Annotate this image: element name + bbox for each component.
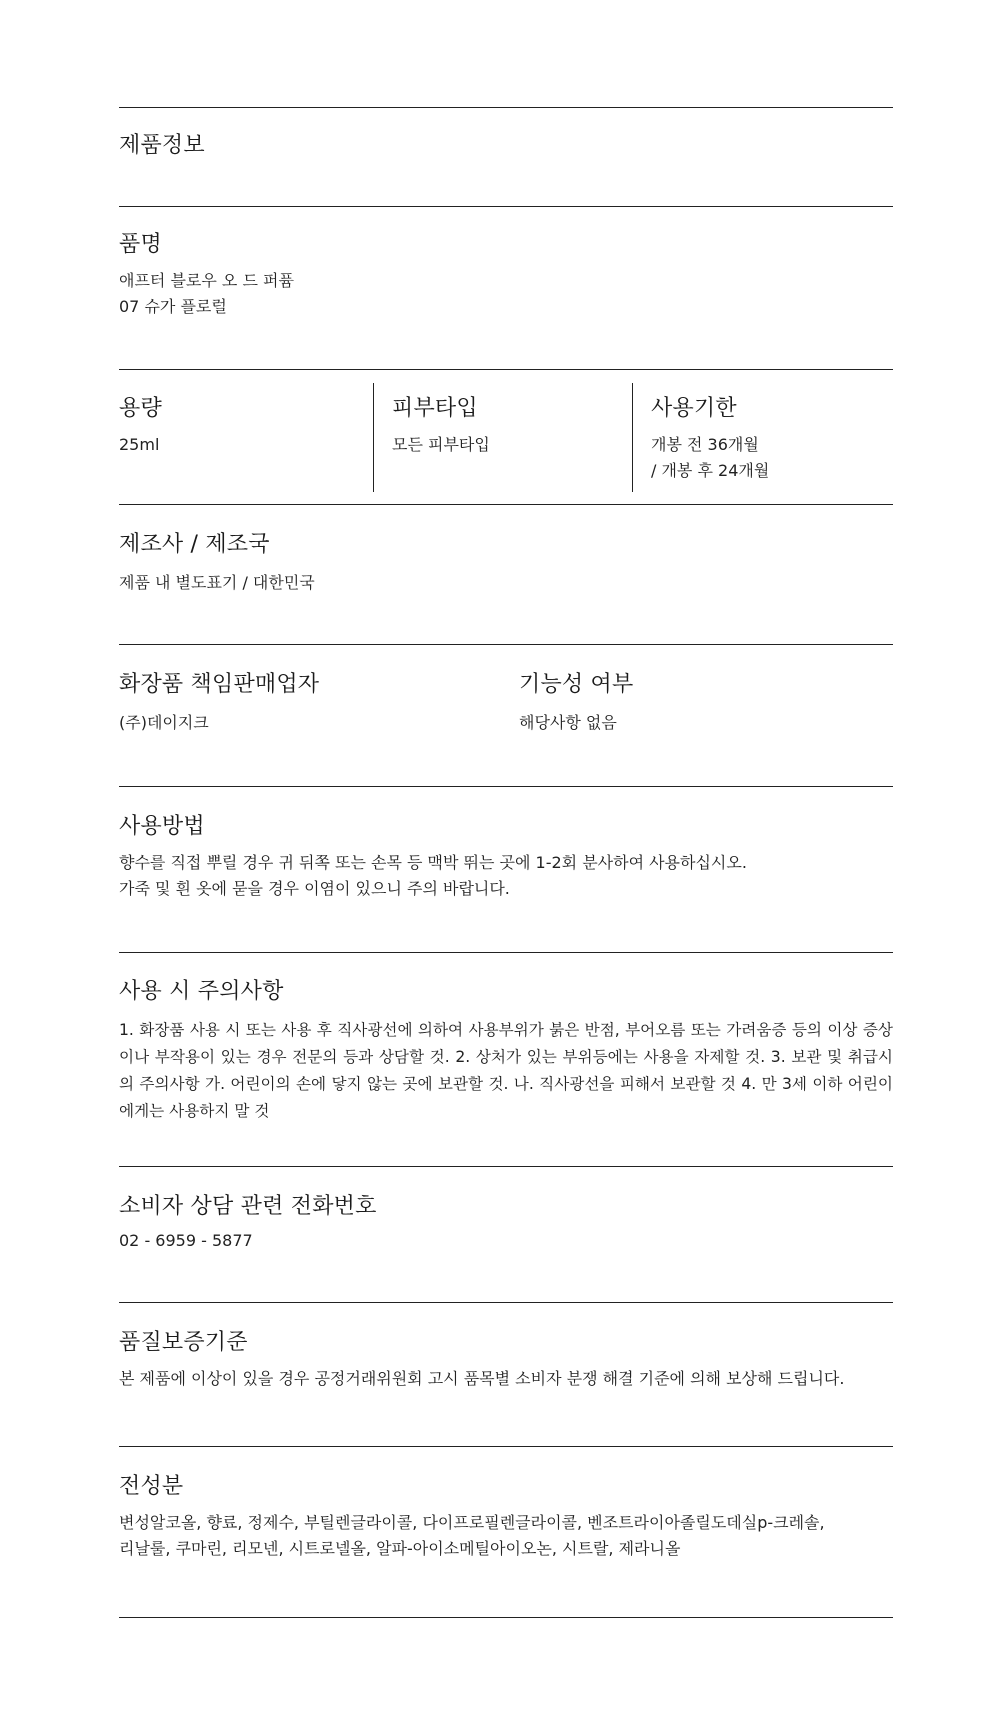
seller-cell [119, 670, 499, 736]
expiry-cell [651, 394, 891, 484]
contact-section [119, 1192, 893, 1254]
usage-label: 사용방법 [119, 814, 205, 839]
divider [119, 644, 893, 645]
seller-label: 화장품 책임판매업자 [119, 672, 320, 697]
product-info-section [119, 131, 893, 161]
divider [119, 1166, 893, 1167]
divider [119, 1446, 893, 1447]
spec-row [119, 394, 893, 492]
product-info-title: 제품정보 [119, 133, 205, 158]
contact-phone: 02 - 6959 - 5877 [119, 1231, 253, 1250]
product-name-value: 애프터 블로우 오 드 퍼퓸 07 슈가 플로럴 [119, 271, 294, 316]
divider [119, 107, 893, 108]
skin-type-value: 모든 피부타입 [392, 435, 490, 454]
product-name-label: 품명 [119, 232, 162, 257]
usage-value: 향수를 직접 뿌릴 경우 귀 뒤쪽 또는 손목 등 맥박 뛰는 곳에 1-2회 분사하여 사용하십시오. 가죽 및 흰 옷에 묻을 경우 이염이 있으니 주의 바랍니다. [119, 853, 747, 898]
divider [119, 504, 893, 505]
column-divider [632, 383, 633, 492]
divider [119, 952, 893, 953]
functional-cell [519, 670, 893, 736]
ingredients-section [119, 1472, 893, 1562]
quality-section [119, 1328, 893, 1392]
divider [119, 1302, 893, 1303]
column-divider [373, 383, 374, 492]
caution-label: 사용 시 주의사항 [119, 979, 284, 1004]
contact-label: 소비자 상담 관련 전화번호 [119, 1194, 377, 1219]
divider [119, 1617, 893, 1618]
divider [119, 369, 893, 370]
seller-row [119, 670, 893, 740]
ingredients-label: 전성분 [119, 1474, 184, 1499]
volume-label: 용량 [119, 396, 162, 421]
manufacturer-section [119, 530, 893, 596]
skin-type-label: 피부타입 [392, 396, 478, 421]
caution-value: 1. 화장품 사용 시 또는 사용 후 직사광선에 의하여 사용부위가 붉은 반점, 부어오름 또는 가려움증 등의 이상 증상이나 부작용이 있는 경우 전문의 등과 상담할 것. 2. 상처가 있는 부위등에는 사용을 자제할 것. 3. 보관 및 취급시의 주의사항 가. 어린이의 손에 닿지 않는 곳에 보관할 것. 나. 직사광선을 피해서 보관할 것 4. 만 3세 이하 어린이에게는 사용하지 말 것 [119, 1021, 894, 1120]
skin-type-cell [392, 394, 632, 458]
expiry-label: 사용기한 [651, 396, 737, 421]
expiry-value: 개봉 전 36개월 / 개봉 후 24개월 [651, 435, 770, 480]
functional-label: 기능성 여부 [519, 672, 634, 697]
functional-value: 해당사항 없음 [519, 713, 617, 732]
seller-value: (주)데이지크 [119, 713, 209, 732]
usage-section [119, 812, 893, 902]
ingredients-value: 변성알코올, 향료, 정제수, 부틸렌글라이콜, 다이프로필렌글라이콜, 벤조트라이아졸릴도데실p-크레솔, 리날룰, 쿠마린, 리모넨, 시트로넬올, 알파-아이소메틸아이오논, 시트랄, 제라니올 [119, 1513, 825, 1558]
volume-cell [119, 394, 359, 458]
manufacturer-label: 제조사 / 제조국 [119, 532, 270, 557]
product-name-section [119, 230, 893, 320]
volume-value: 25ml [119, 435, 160, 454]
manufacturer-value: 제품 내 별도표기 / 대한민국 [119, 573, 315, 592]
quality-value: 본 제품에 이상이 있을 경우 공정거래위원회 고시 품목별 소비자 분쟁 해결 기준에 의해 보상해 드립니다. [119, 1369, 845, 1388]
divider [119, 786, 893, 787]
quality-label: 품질보증기준 [119, 1330, 248, 1355]
divider [119, 206, 893, 207]
caution-section [119, 977, 893, 1125]
